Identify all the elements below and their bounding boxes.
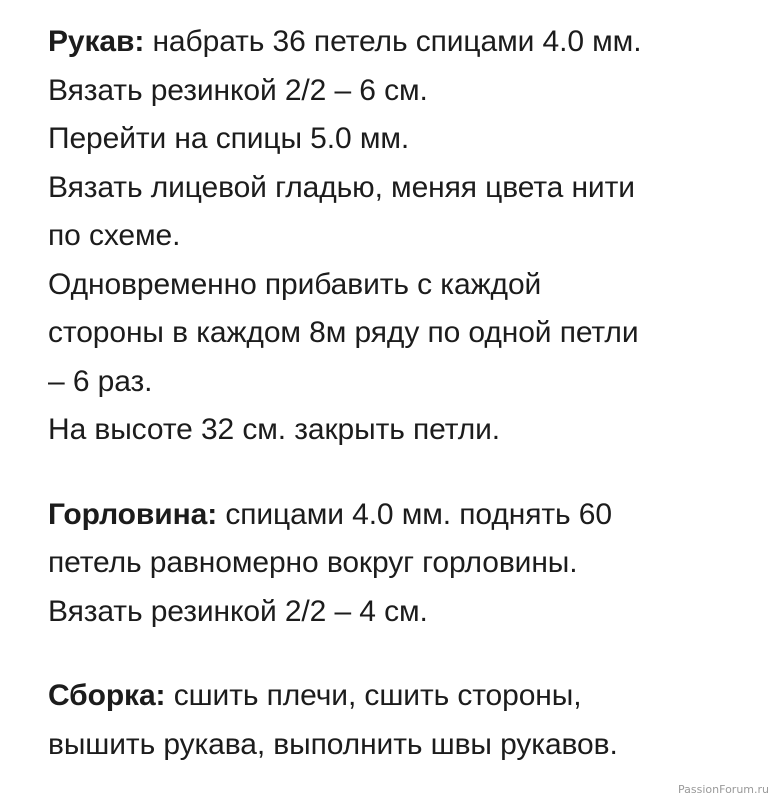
text-line: вышить рукава, выполнить швы рукавов.	[48, 727, 618, 761]
text-line	[48, 672, 763, 721]
text-line: Вязать резинкой 2/2 – 4 см.	[48, 594, 428, 628]
text-fragment: сшить плечи, сшить стороны,	[165, 679, 582, 712]
text-fragment: набрать 36 петель спицами 4.0 мм.	[144, 25, 642, 58]
section-heading-neckline: Горловина:	[48, 497, 218, 531]
text-line: по схеме.	[48, 219, 181, 252]
section-heading-assembly: Сборка:	[48, 679, 166, 712]
text-line: Вязать резинкой 2/2 – 6 см.	[48, 73, 428, 107]
text-line: петель равномерно вокруг горловины.	[48, 546, 578, 579]
section-sleeve	[48, 18, 763, 455]
text-line: Перейти на спицы 5.0 мм.	[48, 122, 410, 155]
paragraph-gap	[48, 636, 763, 672]
text-line: Одновременно прибавить с каждой	[48, 267, 542, 301]
text-fragment: спицами 4.0 мм. поднять 60	[217, 497, 612, 531]
text-line: – 6 раз.	[48, 364, 153, 398]
text-line: стороны в каждом 8м ряду по одной петли	[48, 316, 639, 349]
document-body	[48, 18, 763, 769]
text-line: На высоте 32 см. закрыть петли.	[48, 413, 500, 446]
paragraph-gap	[48, 455, 763, 491]
section-assembly	[48, 672, 763, 769]
section-neckline	[48, 491, 763, 637]
text-line	[48, 491, 763, 540]
section-heading-sleeve: Рукав:	[48, 25, 145, 58]
watermark: PassionForum.ru	[678, 783, 769, 796]
text-line: Вязать лицевой гладью, меняя цвета нити	[48, 170, 635, 204]
text-line	[48, 18, 763, 67]
